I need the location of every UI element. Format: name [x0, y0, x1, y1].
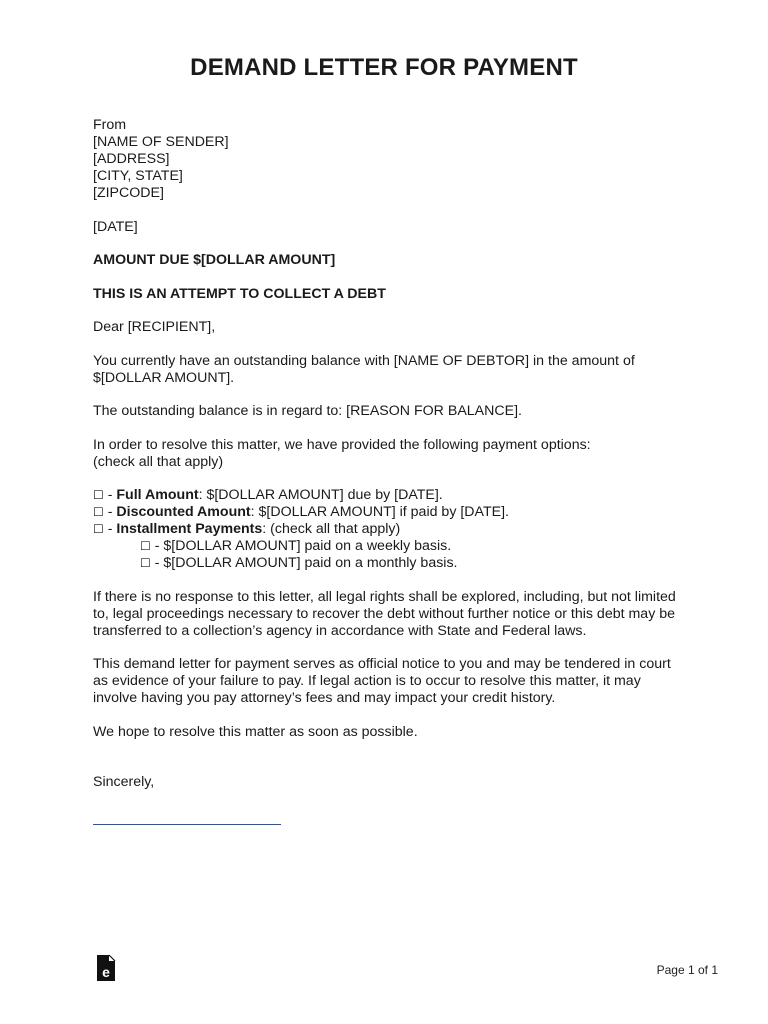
installment-option-weekly: [93, 538, 683, 555]
option-prefix: -: [103, 521, 117, 537]
svg-text:e: e: [102, 964, 110, 980]
signature-line[interactable]: [93, 824, 281, 825]
letter-date: [DATE]: [93, 218, 138, 235]
page-title: DEMAND LETTER FOR PAYMENT: [190, 54, 578, 81]
sender-zipcode: [ZIPCODE]: [93, 185, 164, 201]
closing: Sincerely,: [93, 773, 155, 790]
checkbox-icon[interactable]: ☐: [140, 539, 151, 553]
installment-option-monthly: [93, 555, 683, 572]
from-label: From: [93, 117, 127, 133]
sender-address: [ADDRESS]: [93, 151, 170, 167]
option-label: Discounted Amount: [116, 504, 251, 520]
debt-notice-heading: THIS IS AN ATTEMPT TO COLLECT A DEBT: [93, 285, 386, 302]
no-response-paragraph: If there is no response to this letter, all legal rights shall be explored, including, but not limited to, legal proceedings necessary to recover the debt without further notice or this debt may be transferred to a collection’s agency in accordance with State and Federal laws.: [93, 588, 676, 639]
salutation: Dear [RECIPIENT],: [93, 319, 216, 335]
checkbox-icon[interactable]: ☐: [93, 505, 104, 519]
checkbox-icon[interactable]: ☐: [140, 556, 151, 570]
option-text: : (check all that apply): [262, 521, 401, 537]
amount-due-heading: AMOUNT DUE $[DOLLAR AMOUNT]: [93, 252, 336, 268]
options-intro-line2: (check all that apply): [93, 453, 224, 470]
checkbox-icon[interactable]: ☐: [93, 522, 104, 536]
option-label: Installment Payments: [116, 521, 263, 537]
page-number: Page 1 of 1: [656, 963, 718, 977]
checkbox-icon[interactable]: ☐: [93, 488, 104, 502]
eforms-logo-icon: [95, 954, 117, 982]
option-label: Full Amount: [116, 487, 199, 503]
sub-option-text: - $[DOLLAR AMOUNT] paid on a monthly basis.: [150, 555, 458, 571]
payment-option-discounted: [93, 504, 683, 521]
hope-paragraph: We hope to resolve this matter as soon as possible.: [93, 723, 418, 740]
option-text: : $[DOLLAR AMOUNT] if paid by [DATE].: [250, 504, 509, 520]
letter-body: [93, 117, 683, 825]
option-prefix: -: [103, 487, 117, 503]
sender-city-state: [CITY, STATE]: [93, 168, 183, 184]
sub-option-text: - $[DOLLAR AMOUNT] paid on a weekly basis.: [150, 538, 452, 554]
payment-option-installment: [93, 521, 683, 538]
option-prefix: -: [103, 504, 117, 520]
official-notice-paragraph: This demand letter for payment serves as official notice to you and may be tendered in court as evidence of your failure to pay. If legal action is to occur to resolve this matter, it may involve having you pay attorney’s fees and may impact your credit history.: [93, 656, 671, 706]
balance-paragraph: You currently have an outstanding balance with [NAME OF DEBTOR] in the amount of $[DOLLAR AMOUNT].: [93, 352, 635, 386]
option-text: : $[DOLLAR AMOUNT] due by [DATE].: [198, 487, 443, 503]
reason-paragraph: The outstanding balance is in regard to: [REASON FOR BALANCE].: [93, 403, 522, 419]
options-intro-line1: In order to resolve this matter, we have provided the following payment options:: [93, 436, 591, 453]
payment-option-full: [93, 487, 683, 504]
sender-name: [NAME OF SENDER]: [93, 134, 229, 150]
